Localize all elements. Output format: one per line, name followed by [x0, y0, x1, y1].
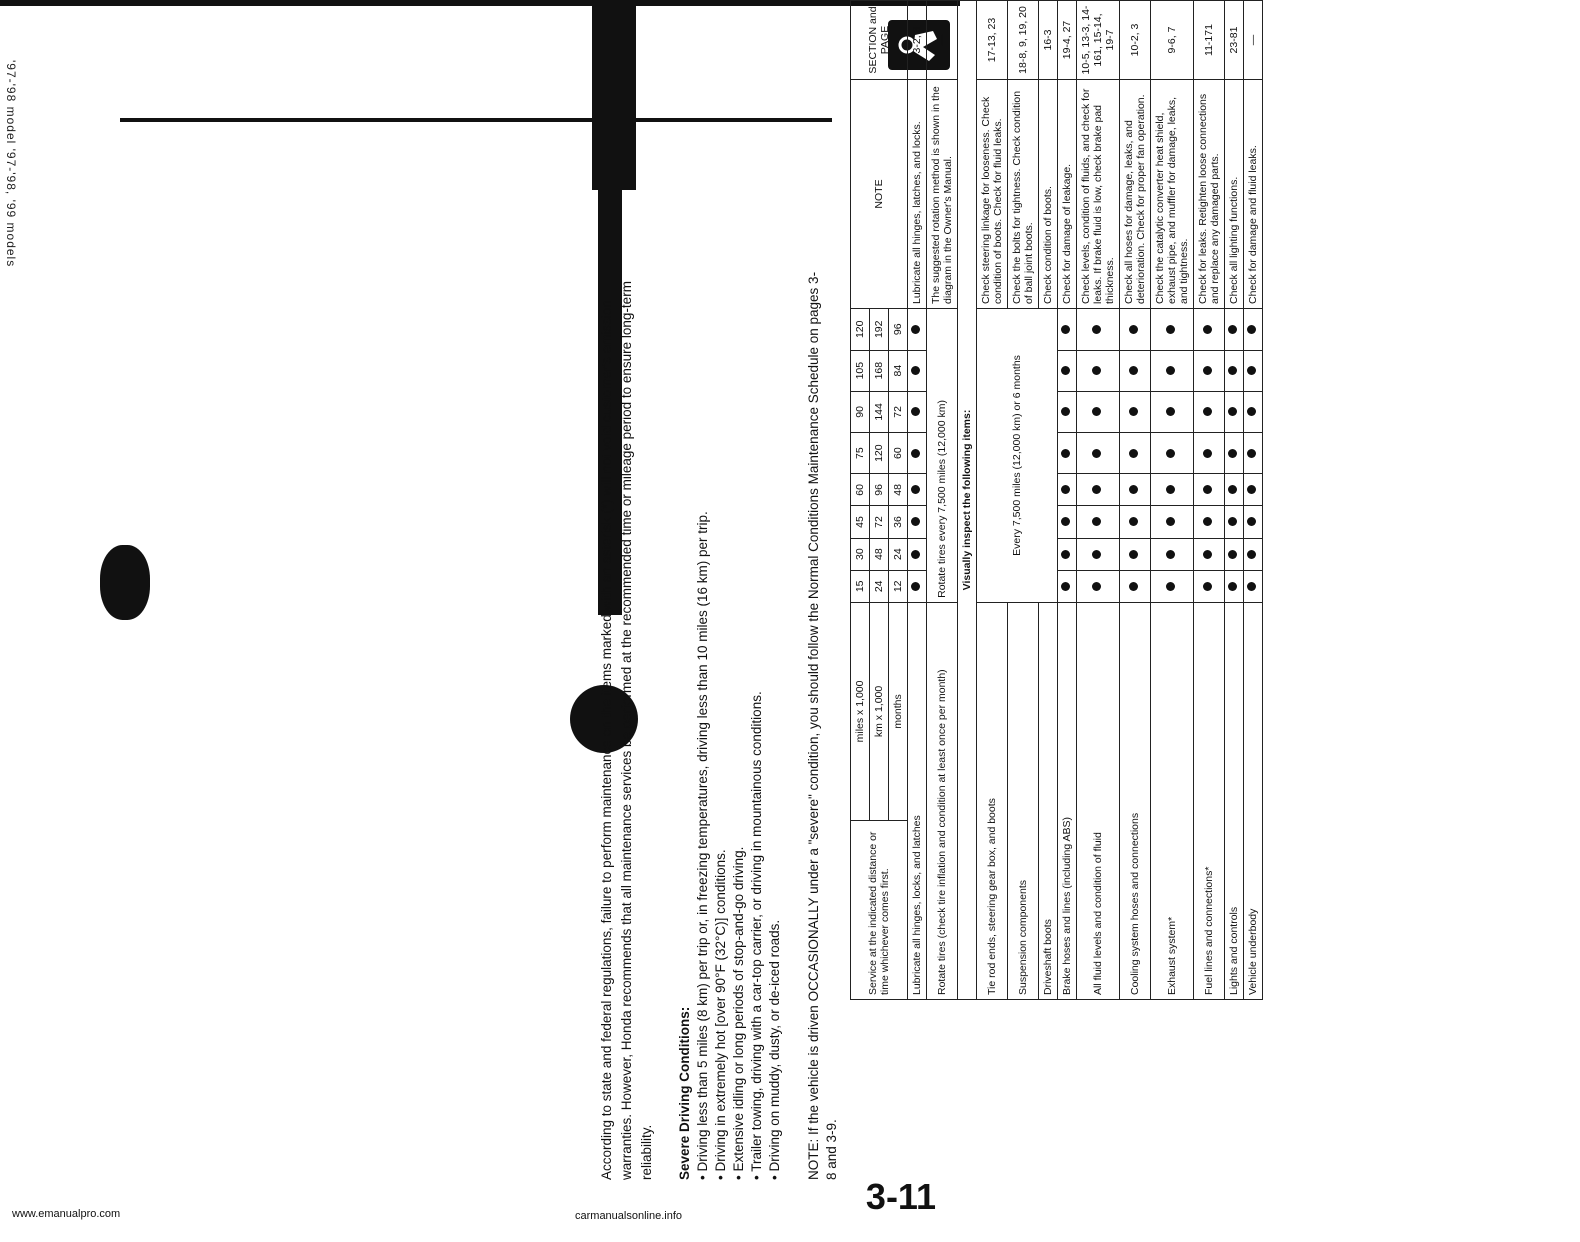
row-note-driveshaft: Check condition of boots. [1039, 80, 1058, 309]
service-dot [1203, 582, 1212, 591]
row-span-rotate: Rotate tires every 7,500 miles (12,000 km) [927, 309, 958, 603]
miles-15: 15 [851, 570, 870, 602]
row-section-underbody: — [1244, 1, 1263, 80]
service-dot [1129, 550, 1138, 559]
row-note-tierod: Check steering linkage for looseness. Check condition of boots. Check for fluid leaks. [977, 80, 1008, 309]
row-section-fuel: 11-171 [1194, 1, 1225, 80]
service-dot [911, 485, 920, 494]
service-dot [1129, 325, 1138, 334]
row-note-rotate: The suggested rotation method is shown in the diagram in the Owner's Manual. [927, 80, 958, 309]
service-dot [911, 366, 920, 375]
service-dot [1166, 407, 1175, 416]
service-dot [1228, 449, 1237, 458]
row-item-brake: Brake hoses and lines (including ABS) [1058, 602, 1077, 999]
severe-conditions-title: Severe Driving Conditions: [677, 1006, 692, 1180]
service-dot [1092, 407, 1101, 416]
row-note-fluid: Check levels, condition of fluids, and check for leaks. If brake fluid is low, check brake pad thickness. [1077, 80, 1120, 309]
service-dot [911, 518, 920, 527]
footer-source-left: www.emanualpro.com [12, 1208, 121, 1220]
service-dot [1166, 582, 1175, 591]
km-48: 48 [870, 538, 889, 570]
table-row [927, 1, 958, 1000]
miles-90: 90 [851, 391, 870, 432]
service-dot [1129, 485, 1138, 494]
row-item-rotate: Rotate tires (check tire inflation and condition at least once per month) [927, 602, 958, 999]
service-dot [1166, 485, 1175, 494]
warranty-para-line3: reliability. [639, 1124, 654, 1180]
service-dot [1228, 518, 1237, 527]
km-192: 192 [870, 309, 889, 351]
row-section-driveshaft: 16-3 [1039, 1, 1058, 80]
service-dot [1228, 582, 1237, 591]
service-dot [1129, 518, 1138, 527]
footer-source-right: carmanualsonline.info [575, 1210, 683, 1222]
service-dot [1061, 449, 1070, 458]
table-row [1194, 1, 1225, 1000]
table-row [1077, 1, 1120, 1000]
km-72: 72 [870, 506, 889, 538]
row-item-fuel: Fuel lines and connections* [1194, 602, 1225, 999]
row-note-brake: Check for damage of leakage. [1058, 80, 1077, 309]
row-item-lights: Lights and controls [1225, 602, 1244, 999]
service-dot [1228, 325, 1237, 334]
service-header: Service at the indicated distance or time whichever comes first. [851, 821, 908, 1000]
months-24: 24 [889, 538, 908, 570]
service-dot [911, 550, 920, 559]
table-row [977, 1, 1008, 1000]
service-dot [1247, 550, 1256, 559]
service-dot [1247, 485, 1256, 494]
months-header: months [889, 602, 908, 820]
miles-75: 75 [851, 433, 870, 474]
service-dot [1247, 366, 1256, 375]
row-item-fluid: All fluid levels and condition of fluid [1077, 602, 1120, 999]
service-dot [1203, 449, 1212, 458]
service-dot [1166, 325, 1175, 334]
row-section-lights: 23-81 [1225, 1, 1244, 80]
service-dot [911, 449, 920, 458]
service-dot [1061, 407, 1070, 416]
months-96: 96 [889, 309, 908, 351]
row-section-rotate: — [927, 1, 958, 80]
punch-hole-bottom [100, 545, 150, 620]
row-item-cooling: Cooling system hoses and connections [1120, 602, 1151, 999]
row-note-underbody: Check for damage and fluid leaks. [1244, 80, 1263, 309]
note-line1: NOTE: If the vehicle is driven OCCASIONALLY under a "severe" condition, you should follow the Normal Conditions Maintenance Schedule on pages 3- [806, 271, 821, 1180]
row-note-lubricate: Lubricate all hinges, latches, and locks. [908, 80, 927, 309]
service-dot [1092, 550, 1101, 559]
service-dot [911, 407, 920, 416]
section-header: SECTION and PAGE [851, 1, 908, 80]
row-note-fuel: Check for leaks. Retighten loose connections and replace any damaged parts. [1194, 80, 1225, 309]
row-item-underbody: Vehicle underbody [1244, 602, 1263, 999]
row-section-fluid: 10-5, 13-3, 14-161, 15-14, 19-7 [1077, 1, 1120, 80]
months-12: 12 [889, 570, 908, 602]
service-dot [1166, 366, 1175, 375]
months-84: 84 [889, 350, 908, 391]
months-36: 36 [889, 506, 908, 538]
severe-item-5: • Driving on muddy, dusty, or de-iced roads. [766, 920, 783, 1180]
row-item-exhaust: Exhaust system* [1151, 602, 1194, 999]
service-dot [1129, 366, 1138, 375]
row-section-exhaust: 9-6, 7 [1151, 1, 1194, 80]
service-dot [1129, 582, 1138, 591]
table-row [1225, 1, 1244, 1000]
visual-inspect-label: Visually inspect the following items: [958, 1, 977, 1000]
note-header: NOTE [851, 80, 908, 309]
km-header: km x 1,000 [870, 602, 889, 820]
note-line2: 8 and 3-9. [824, 1119, 839, 1180]
table-row [1151, 1, 1194, 1000]
severe-item-3: • Extensive idling or long periods of stop-and-go driving. [730, 847, 747, 1180]
service-dot [1129, 407, 1138, 416]
service-dot [1203, 518, 1212, 527]
service-dot [1061, 325, 1070, 334]
warranty-para-line1: According to state and federal regulations, failure to perform maintenance on the items marked with an asterisk (*) will not void customer's emission [599, 300, 614, 1180]
row-note-cooling: Check all hoses for damage, leaks, and deterioration. Check for proper fan operation. [1120, 80, 1151, 309]
every-interval-label: Every 7,500 miles (12,000 km) or 6 months [977, 309, 1058, 603]
service-dot [1166, 518, 1175, 527]
table-row [1058, 1, 1077, 1000]
service-dot [1166, 449, 1175, 458]
service-dot [1061, 485, 1070, 494]
table-row [908, 1, 927, 1000]
top-rule [120, 118, 832, 122]
row-item-driveshaft: Driveshaft boots [1039, 602, 1058, 999]
months-60: 60 [889, 433, 908, 474]
service-dot [1092, 582, 1101, 591]
service-dot [1203, 550, 1212, 559]
miles-105: 105 [851, 350, 870, 391]
km-144: 144 [870, 391, 889, 432]
service-dot [1203, 366, 1212, 375]
service-dot [1061, 550, 1070, 559]
row-note-suspension: Check the bolts for tightness. Check condition of ball joint boots. [1008, 80, 1039, 309]
service-dot [1092, 325, 1101, 334]
service-dot [1247, 582, 1256, 591]
row-item-tierod: Tie rod ends, steering gear box, and boots [977, 602, 1008, 999]
severe-item-4: • Trailer towing, driving with a car-top carrier, or driving in mountainous conditions. [748, 691, 765, 1180]
service-dot [1129, 449, 1138, 458]
service-dot [1092, 449, 1101, 458]
service-dot [911, 325, 920, 334]
service-dot [911, 582, 920, 591]
service-dot [1228, 366, 1237, 375]
service-dot [1228, 407, 1237, 416]
miles-30: 30 [851, 538, 870, 570]
miles-60: 60 [851, 474, 870, 506]
km-168: 168 [870, 350, 889, 391]
row-section-brake: 19-4, 27 [1058, 1, 1077, 80]
service-dot [1247, 449, 1256, 458]
km-120: 120 [870, 433, 889, 474]
service-dot [1166, 550, 1175, 559]
row-section-suspension: 18-8, 9, 19, 20 [1008, 1, 1039, 80]
km-96: 96 [870, 474, 889, 506]
service-dot [1092, 485, 1101, 494]
row-item-lubricate: Lubricate all hinges, locks, and latches [908, 602, 927, 999]
service-dot [1061, 518, 1070, 527]
service-dot [1247, 518, 1256, 527]
severe-item-1: • Driving less than 5 miles (8 km) per trip or, in freezing temperatures, driving less than 10 miles (16 km) per trip. [694, 511, 711, 1180]
service-dot [1247, 325, 1256, 334]
row-note-lights: Check all lighting functions. [1225, 80, 1244, 309]
service-dot [1247, 407, 1256, 416]
warranty-para-line2: warranties. However, Honda recommends that all maintenance services be performed at the recommended time or mileage period to ensure long-term [619, 281, 634, 1180]
table-row [1120, 1, 1151, 1000]
service-dot [1203, 407, 1212, 416]
binding-bar [0, 0, 960, 6]
model-header: '97-'98 model '97-'98, '99 models [4, 60, 18, 268]
maintenance-schedule-table [850, 0, 1263, 1000]
row-section-cooling: 10-2, 3 [1120, 1, 1151, 80]
service-dot [1092, 518, 1101, 527]
crease-mark [592, 0, 636, 190]
severe-item-2: • Driving in extremely hot [over 90°F (32°C)] conditions. [712, 849, 729, 1180]
months-48: 48 [889, 474, 908, 506]
service-dot [1092, 366, 1101, 375]
months-72: 72 [889, 391, 908, 432]
row-section-tierod: 17-13, 23 [977, 1, 1008, 80]
miles-45: 45 [851, 506, 870, 538]
service-dot [1203, 325, 1212, 334]
miles-header: miles x 1,000 [851, 602, 870, 820]
schedule-table-region [150, 5, 1259, 1230]
service-dot [1228, 550, 1237, 559]
service-dot [1203, 485, 1212, 494]
miles-120: 120 [851, 309, 870, 351]
service-dot [1061, 366, 1070, 375]
row-section-lubricate: 3-2, 3 [908, 1, 927, 80]
page-number: 3-11 [865, 1176, 936, 1217]
row-note-exhaust: Check the catalytic converter heat shield, exhaust pipe, and muffler for damage, leaks, and tightness. [1151, 80, 1194, 309]
service-dot [1061, 582, 1070, 591]
km-24: 24 [870, 570, 889, 602]
table-row [1244, 1, 1263, 1000]
row-item-suspension: Suspension components [1008, 602, 1039, 999]
service-dot [1228, 485, 1237, 494]
